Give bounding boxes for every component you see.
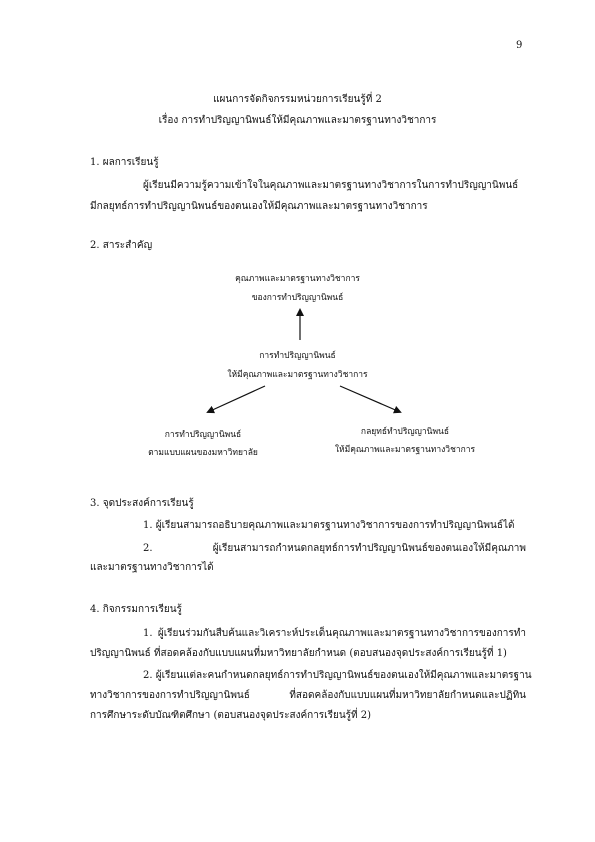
diagram-left-line-2: ตามแบบแผนของมหาวิทยาลัย	[148, 448, 258, 458]
diagram-right-line-2: ให้มีคุณภาพและมาตรฐานทางวิชาการ	[334, 445, 476, 455]
diagram-mid-line-2: ให้มีคุณภาพและมาตรฐานทางวิชาการ	[227, 370, 368, 380]
section-4-heading: 4. กิจกรรมการเรียนรู้	[90, 604, 182, 615]
document-subject: เรื่อง การทำปริญญานิพนธ์ให้มีคุณภาพและมาตรฐานทางวิชาการ	[158, 115, 437, 126]
section-4-item-1-line-1: 1. ผู้เรียนร่วมกันสืบค้นและวิเคราะห์ประเด็นคุณภาพและมาตรฐานทางวิชาการของการทำ	[143, 628, 526, 639]
section-1-heading: 1. ผลการเรียนรู้	[90, 157, 159, 168]
section-3-item-2-line-2: และมาตรฐานทางวิชาการได้	[90, 562, 214, 573]
section-4-item-2-line-1: 2. ผู้เรียนแต่ละคนกำหนดกลยุทธ์การทำปริญญานิพนธ์ของตนเองให้มีคุณภาพและมาตรฐาน	[143, 670, 532, 681]
diagram-left-line-1: การทำปริญญานิพนธ์	[164, 430, 242, 440]
page-number: 9	[516, 40, 523, 51]
document-title: แผนการจัดกิจกรรมหน่วยการเรียนรู้ที่ 2	[213, 94, 382, 105]
arrow-right	[340, 386, 400, 412]
diagram-top-line-2: ของการทำปริญญานิพนธ์	[251, 293, 344, 303]
diagram-mid-line-1: การทำปริญญานิพนธ์	[259, 351, 336, 361]
section-4-item-2-line-2: ทางวิชาการของการทำปริญญานิพนธ์ ที่สอดคล้องกับแบบแผนที่มหาวิทยาลัยกำหนดและปฏิทิน	[90, 690, 526, 701]
section-3-heading: 3. จุดประสงค์การเรียนรู้	[90, 498, 194, 509]
section-1-line-1: ผู้เรียนมีความรู้ความเข้าใจในคุณภาพและมาตรฐานทางวิชาการในการทำปริญญานิพนธ์	[143, 180, 519, 191]
section-3-item-2-line-1: 2. ผู้เรียนสามารถกำหนดกลยุทธ์การทำปริญญานิพนธ์ของตนเองให้มีคุณภาพ	[143, 543, 526, 554]
section-3-item-1: 1. ผู้เรียนสามารถอธิบายคุณภาพและมาตรฐานทางวิชาการของการทำปริญญานิพนธ์ได้	[143, 520, 515, 531]
section-1-line-2: มีกลยุทธ์การทำปริญญานิพนธ์ของตนเองให้มีคุณภาพและมาตรฐานทางวิชาการ	[90, 201, 428, 212]
diagram-right-line-1: กลยุทธ์ทำปริญญานิพนธ์	[360, 427, 450, 437]
section-4-item-1-line-2: ปริญญานิพนธ์ ที่สอดคล้องกับแบบแผนที่มหาวิทยาลัยกำหนด (ตอบสนองจุดประสงค์การเรียนรู้ที่ 1)	[90, 648, 507, 659]
section-2-heading: 2. สาระสำคัญ	[90, 240, 153, 251]
diagram-top-line-1: คุณภาพและมาตรฐานทางวิชาการ	[235, 274, 360, 284]
arrow-left	[208, 386, 265, 412]
section-4-item-2-line-3: การศึกษาระดับบัณฑิตศึกษา (ตอบสนองจุดประสงค์การเรียนรู้ที่ 2)	[90, 710, 372, 721]
